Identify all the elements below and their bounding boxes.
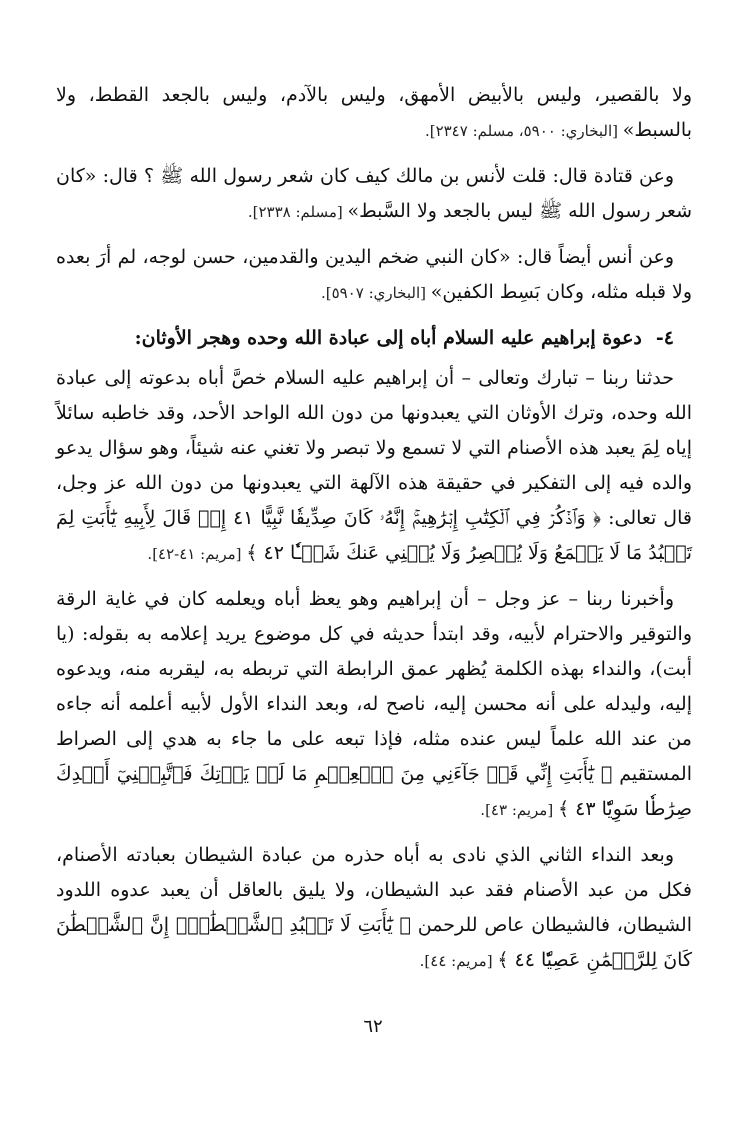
body-paragraph xyxy=(56,361,692,572)
paragraph-text: وبعد النداء الثاني الذي نادى به أباه حذره من عبادة الشيطان بعبادته الأصنام، فكل من عبد الأصنام فقد عبد الشيطان، ولا يليق بالعاقل أن يعبد عدوه اللدود الشيطان، فالشيطان عاص للرحمن xyxy=(56,844,692,936)
section-heading xyxy=(56,321,692,355)
citation: [مسلم: ٢٣٣٨]. xyxy=(247,203,348,221)
hadith-paragraph xyxy=(56,240,692,311)
quran-verse: ﴿ يَٰٓأَبَتِ لَا تَعۡبُدِ ٱلشَّيۡطَٰنَۖ إِنَّ ٱلشَّيۡطَٰنَ كَانَ لِلرَّحۡمَٰنِ عَصِيّٗا ٤٤ ﴾ xyxy=(56,914,692,971)
quran-verse: ﴿ يَٰٓأَبَتِ إِنِّي قَدۡ جَآءَنِي مِنَ ٱلۡعِلۡمِ مَا لَمۡ يَأۡتِكَ فَٱتَّبِعۡنِيٓ أَهۡدِكَ صِرَٰطٗا سَوِيّٗا ٤٣ ﴾ xyxy=(56,763,692,820)
citation: [مريم: ٤١-٤٢]. xyxy=(147,545,247,563)
body-paragraph xyxy=(56,582,692,828)
citation: [مريم: ٤٤]. xyxy=(419,952,498,970)
paragraph-text: وأخبرنا ربنا – عز وجل – أن إبراهيم وهو يعظ أباه ويعلمه كان في غاية الرقة والتوقير والاحترام لأبيه، وقد ابتدأ حديثه في كل موضوع يريد إعلامه به بقوله: (يا أبت)، والنداء بهذه الكلمة يُظهر عمق الرابطة التي تربطه به، ليقربه منه، ويدعوه إليه، وليدله على أنه محسن إليه، ناصح له، وبعد النداء الأول لأبيه أعلمه أنه جاءه من عند الله علماً ليس عنده مثله، فإذا تبعه على ما جاء به هدي إلى الصراط المستقيم xyxy=(56,588,693,785)
citation: [البخاري: ٥٩٠٠، مسلم: ٢٣٤٧]. xyxy=(424,122,623,140)
book-page xyxy=(56,78,692,989)
hadith-paragraph xyxy=(56,159,692,230)
hadith-paragraph xyxy=(56,78,692,149)
paragraph-text: ولا بالقصير، وليس بالأبيض الأمهق، وليس بالآدم، وليس بالجعد القطط، ولا بالسبط» xyxy=(56,84,692,141)
citation: [مريم: ٤٣]. xyxy=(480,801,558,819)
citation: [البخاري: ٥٩٠٧]. xyxy=(320,284,431,302)
section-number: ٤- xyxy=(655,327,674,349)
paragraph-text: وعن قتادة قال: قلت لأنس بن مالك كيف كان شعر رسول الله ﷺ ؟ قال: «كان شعر رسول الله ﷺ ليس بالجعد ولا السَّبط» xyxy=(56,165,692,222)
section-title: دعوة إبراهيم عليه السلام أباه إلى عبادة الله وحده وهجر الأوثان: xyxy=(134,327,642,349)
quran-verse: ﴿ وَٱذۡكُرۡ فِي ٱلۡكِتَٰبِ إِبۡرَٰهِيمَۚ إِنَّهُۥ كَانَ صِدِّيقٗا نَّبِيًّا ٤١ إِذۡ قَالَ لِأَبِيهِ يَٰٓأَبَتِ لِمَ تَعۡبُدُ مَا لَا يَسۡمَعُ وَلَا يُبۡصِرُ وَلَا يُغۡنِي عَنكَ شَيۡـٔٗا ٤٢ ﴾ xyxy=(56,507,692,564)
body-paragraph xyxy=(56,838,692,979)
page-number: ٦٢ xyxy=(363,1016,383,1037)
paragraph-text: وعن أنس أيضاً قال: «كان النبي ضخم اليدين والقدمين، حسن لوجه، لم أرَ بعده ولا قبله مثله، وكان بَسِط الكفين» xyxy=(56,246,692,303)
paragraph-text: حدثنا ربنا – تبارك وتعالى – أن إبراهيم عليه السلام خصَّ أباه بدعوته إلى عبادة الله وحده، وترك الأوثان التي يعبدونها من دون الله الواحد الأحد، وقد خاطبه سائلاً إياه لِمَ يعبد هذه الأصنام التي لا تسمع ولا تبصر ولا تغني عنه شيئاً، وهو سؤال يدعو والده فيه إلى التفكير في حقيقة هذه الآلهة التي يعبدونها من دون الله عز وجل، قال تعالى: xyxy=(56,367,692,529)
